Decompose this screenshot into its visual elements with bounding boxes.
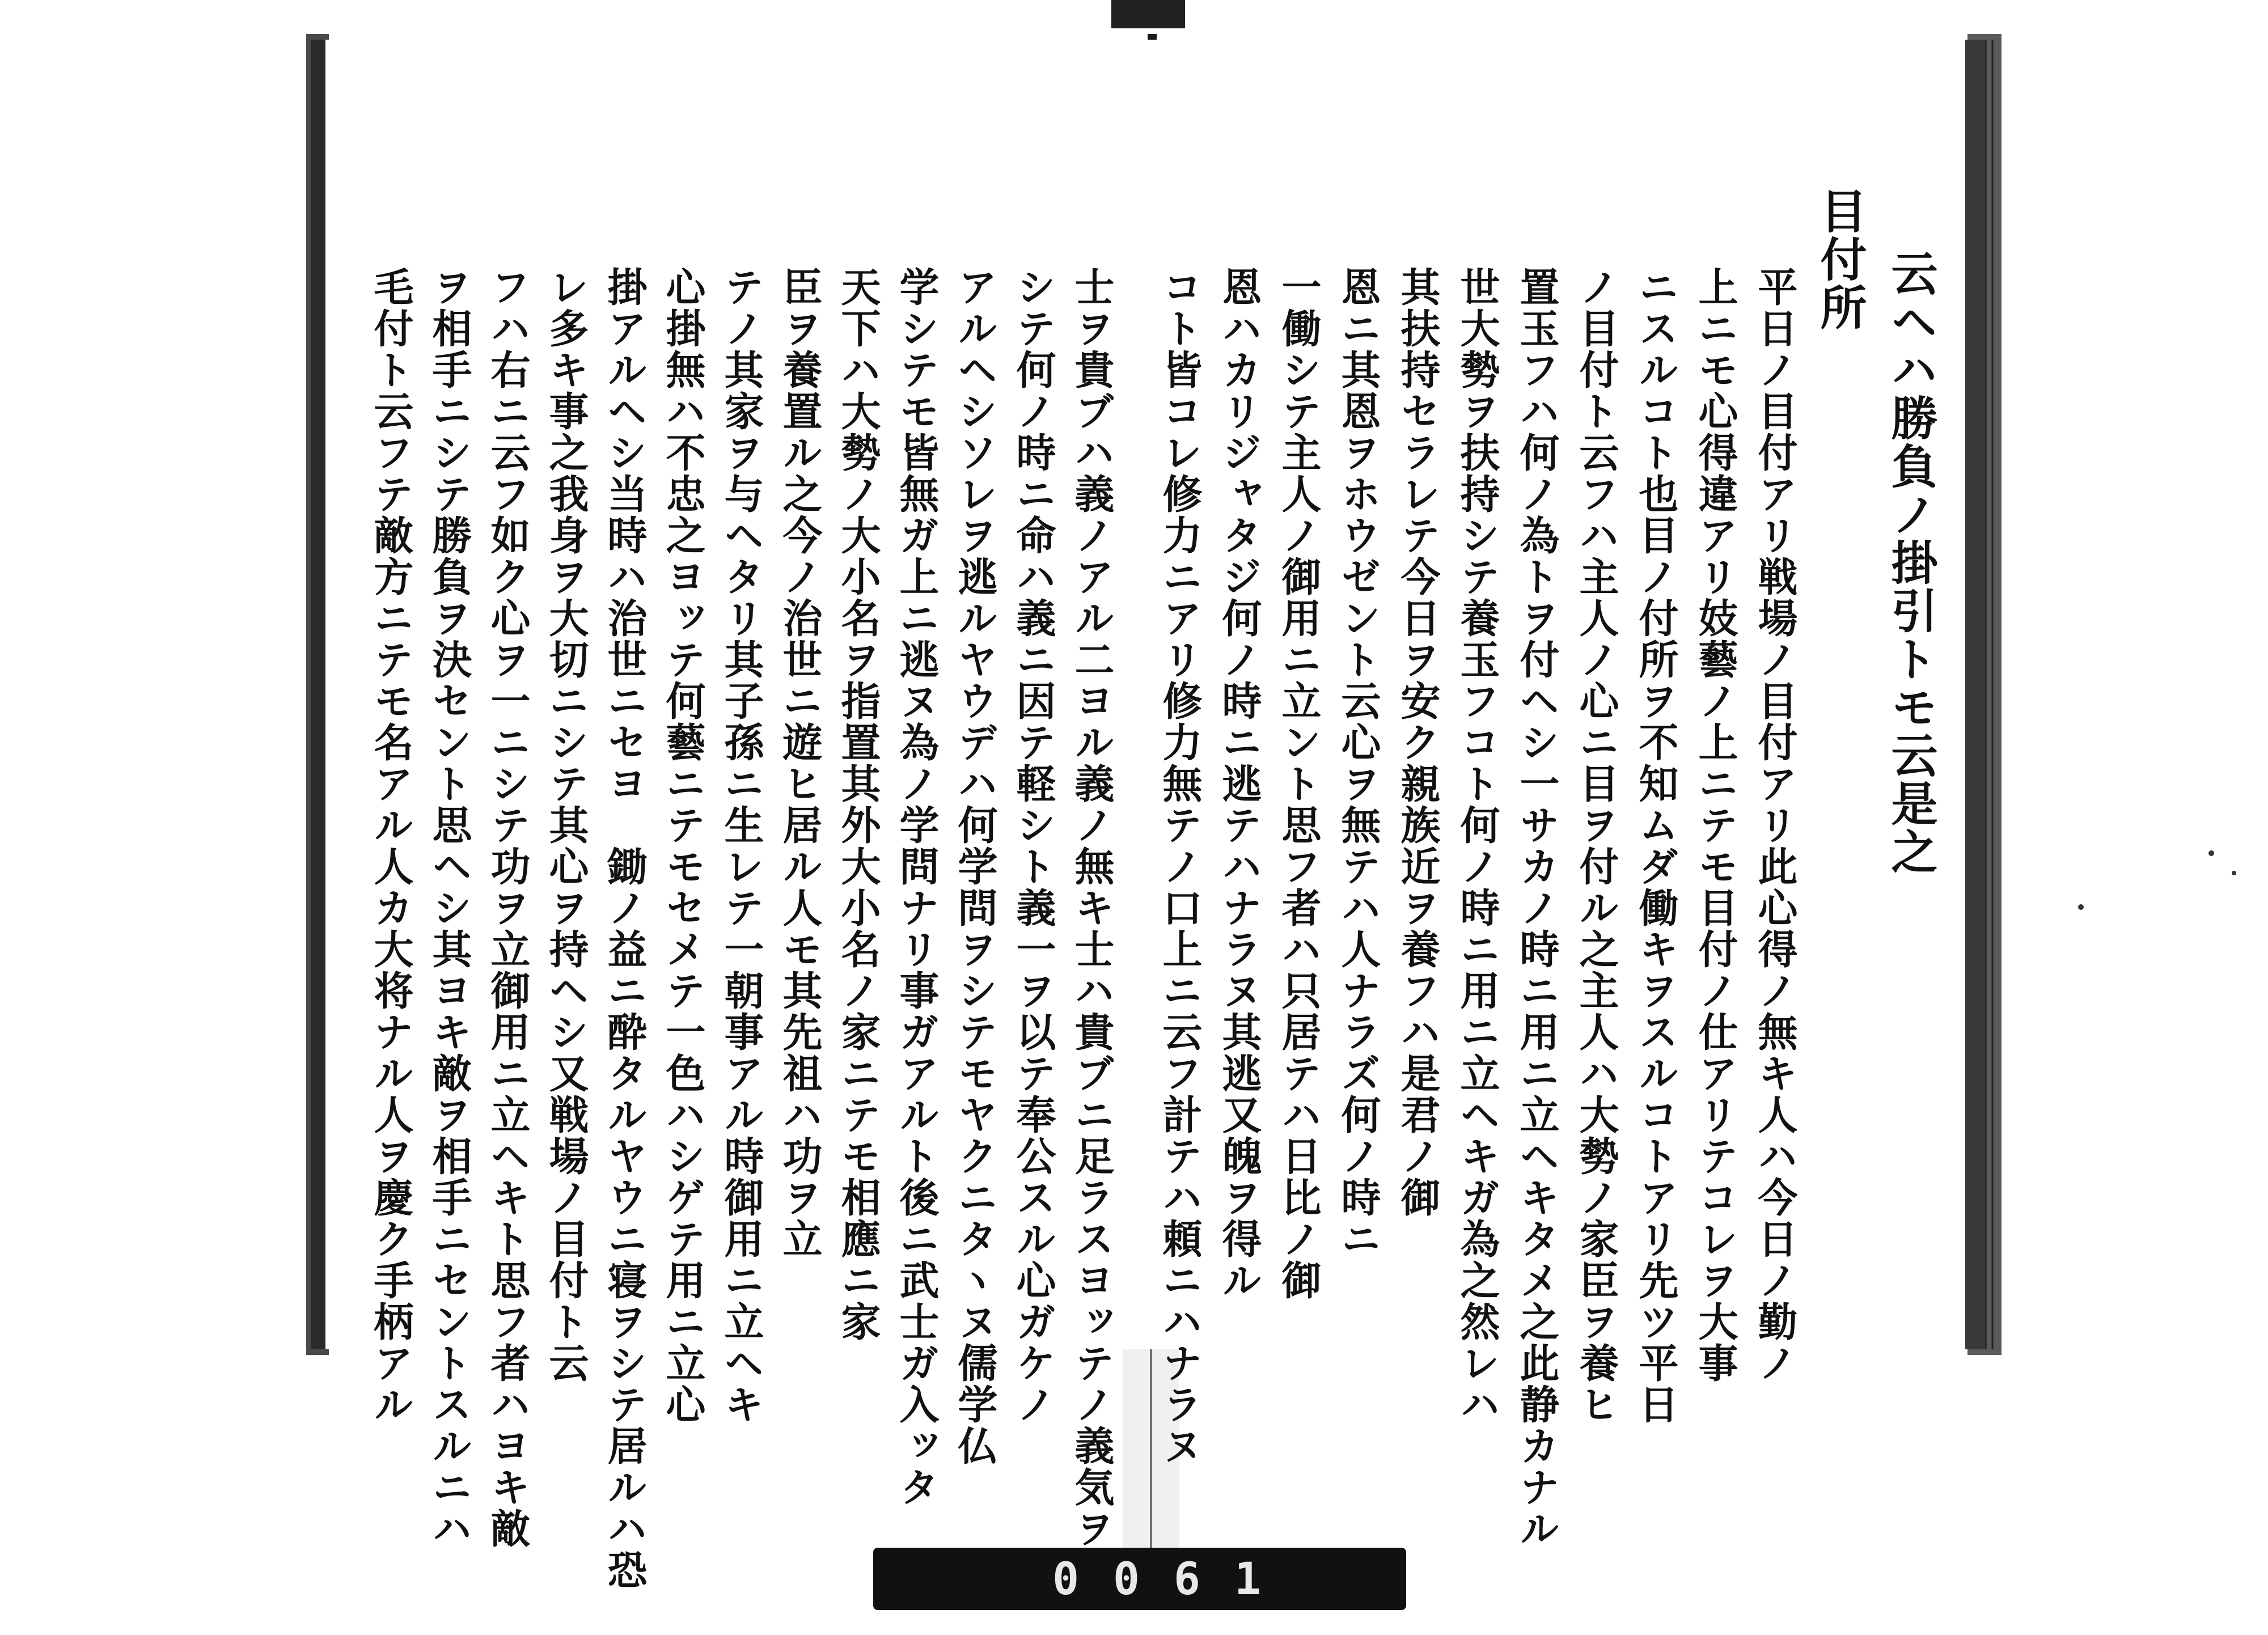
left-page-line: テノ其家ヲ与ヘタリ其子孫ニ生レテ一朝事アル時御用ニ立ヘキ bbox=[718, 266, 765, 1425]
page-number: 0061 bbox=[1052, 1554, 1295, 1605]
right-page-line: 恩ハカリジャタジ何ノ時ニ逃テハナラヌ其逃又魄ヲ得ル bbox=[1216, 266, 1263, 1301]
right-page-line: 世大勢ヲ扶持シテ養玉フコト何ノ時ニ用ニ立ヘキガ為之然レハ bbox=[1454, 266, 1501, 1425]
right-page-line: ニスルコト也目ノ付所ヲ不知ムダ働キヲスルコトアリ先ツ平日 bbox=[1632, 266, 1679, 1425]
scan-speck bbox=[2232, 871, 2236, 875]
right-page-line: コト皆コレ修力ニアリ修力無テノ口上ニ云フ計テハ頼ニハナラヌ bbox=[1156, 266, 1203, 1467]
binding-clip bbox=[1111, 0, 1185, 28]
left-page-line: レ多キ事之我身ヲ大切ニシテ其心ヲ持ヘシ又戦場ノ目付ト云 bbox=[543, 266, 590, 1384]
left-page-line: 士ヲ貴ブハ義ノアル二ヨル義ノ無キ士ハ貴ブニ足ラスヨッテノ義気ヲ励 bbox=[1068, 266, 1115, 1591]
left-page-line: 学シテモ皆無ガ上ニ逃ヌ為ノ学問ナリ事ガアルト後ニ武士ガ入ッタ bbox=[893, 266, 940, 1508]
left-page-line: 掛アルヘシ当時ハ治世ニセヨ 鋤ノ益ニ酔タルヤウニ寝ヲシテ居ルハ恐 bbox=[601, 266, 648, 1591]
left-page-line: 臣ヲ養置ル之今ノ治世ニ遊ヒ居ル人モ其先祖ハ功ヲ立 bbox=[776, 266, 823, 1260]
left-page-line: シテ何ノ時ニ命ハ義ニ因テ軽シト義一ヲ以テ奉公スル心ガケノ bbox=[1010, 266, 1057, 1425]
scan-speck bbox=[2208, 850, 2214, 856]
left-page-line: フハ右ニ云フ如ク心ヲ一ニシテ功ヲ立御用ニ立ヘキト思フ者ハヨキ敵 bbox=[484, 266, 531, 1549]
right-page-line: 恩ニ其恩ヲホウゼント云心ヲ無テハ人ナラズ何ノ時ニ bbox=[1335, 266, 1382, 1260]
left-page-line: ヲ相手ニシテ勝負ヲ決セント思ヘシ其ヨキ敵ヲ相手ニセントスルニハ bbox=[426, 266, 473, 1549]
right-page-line: 置玉フハ何ノ為トヲ付ヘシ一サカノ時ニ用ニ立ヘキタメ之此静カナル bbox=[1513, 266, 1560, 1549]
section-title: 目付所 bbox=[1813, 187, 1867, 332]
right-page-heading: 云ヘハ勝負ノ掛引トモ云是之 bbox=[1884, 249, 1938, 876]
right-page-line: 上ニモ心得違アリ妓藝ノ上ニテモ目付ノ仕アリテコレヲ大事 bbox=[1692, 266, 1739, 1384]
left-page-line: アルヘシソレヲ逃ルヤウデハ何学問ヲシテモヤクニタヽヌ儒学仏 bbox=[951, 266, 998, 1467]
left-page-line: 天下ハ大勢ノ大小名ヲ指置其外大小名ノ家ニテモ相應ニ家 bbox=[835, 266, 882, 1342]
right-page-line: ノ目付ト云フハ主人ノ心ニ目ヲ付ル之主人ハ大勢ノ家臣ヲ養ヒ bbox=[1573, 266, 1620, 1425]
right-page-line: 一働シテ主人ノ御用ニ立ント思フ者ハ只居テハ日比ノ御 bbox=[1275, 266, 1322, 1301]
scan-speck bbox=[2078, 904, 2084, 910]
left-page-line: 心掛無ハ不忠之ヨッテ何藝ニテモセメテ一色ハシゲテ用ニ立心 bbox=[659, 266, 706, 1425]
right-page-line: 平日ノ目付アリ戦場ノ目付アリ此心得ノ無キ人ハ今日ノ勤ノ bbox=[1751, 266, 1799, 1384]
left-page-line: 毛付ト云フテ敵方ニテモ名アル人カ大将ナル人ヲ慶ク手柄アル bbox=[367, 266, 414, 1425]
right-page-line: 其扶持セラレテ今日ヲ安ク親族近ヲ養フハ是君ノ御 bbox=[1394, 266, 1441, 1218]
